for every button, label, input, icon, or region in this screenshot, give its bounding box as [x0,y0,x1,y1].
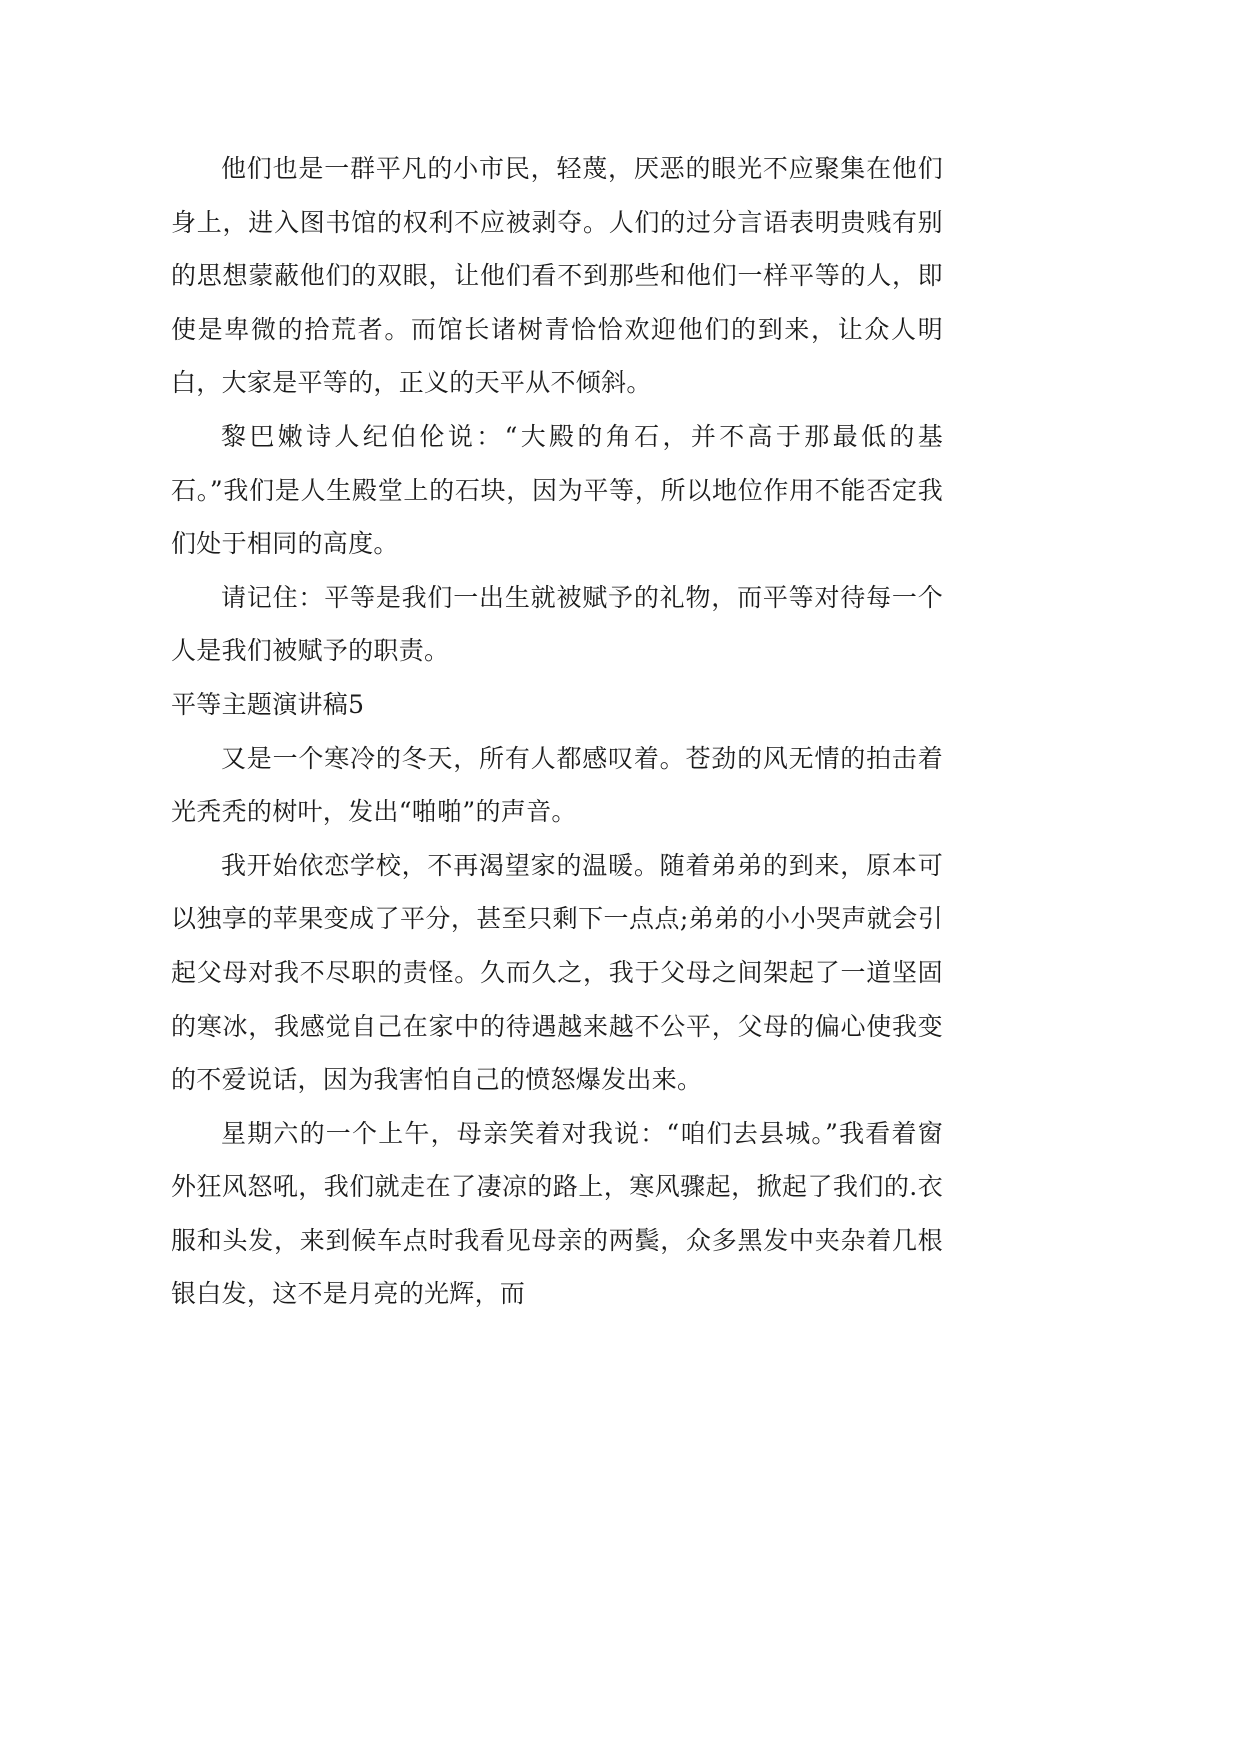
paragraph: 星期六的一个上午，母亲笑着对我说：“咱们去县城。”我看着窗外狂风怒吼，我们就走在了凄凉的路上，寒风骤起，掀起了我们的.衣服和头发，来到候车点时我看见母亲的两鬓，众多黑发中夹杂着几根银白发，这不是月亮的光辉，而 [171,1118,943,1309]
paragraph: 黎巴嫩诗人纪伯伦说：“大殿的角石，并不高于那最低的基石。”我们是人生殿堂上的石块，因为平等，所以地位作用不能否定我们处于相同的高度。 [171,421,943,559]
paragraph: 又是一个寒冷的冬天，所有人都感叹着。苍劲的风无情的拍击着光秃秃的树叶，发出“啪啪”的声音。 [171,743,943,827]
section-heading: 平等主题演讲稿5 [171,689,365,719]
paragraph: 请记住：平等是我们一出生就被赋予的礼物，而平等对待每一个人是我们被赋予的职责。 [171,582,943,666]
document-body [171,142,943,1321]
paragraph: 他们也是一群平凡的小市民，轻蔑，厌恶的眼光不应聚集在他们身上，进入图书馆的权利不应被剥夺。人们的过分言语表明贵贱有别的思想蒙蔽他们的双眼，让他们看不到那些和他们一样平等的人，即使是卑微的拾荒者。而馆长诸树青恰恰欢迎他们的到来，让众人明白，大家是平等的，正义的天平从不倾斜。 [171,154,943,398]
paragraph: 我开始依恋学校，不再渴望家的温暖。随着弟弟的到来，原本可以独享的苹果变成了平分，甚至只剩下一点点;弟弟的小小哭声就会引起父母对我不尽职的责怪。久而久之，我于父母之间架起了一道坚固的寒冰，我感觉自己在家中的待遇越来越不公平，父母的偏心使我变的不爱说话，因为我害怕自己的愤怒爆发出来。 [171,850,943,1095]
